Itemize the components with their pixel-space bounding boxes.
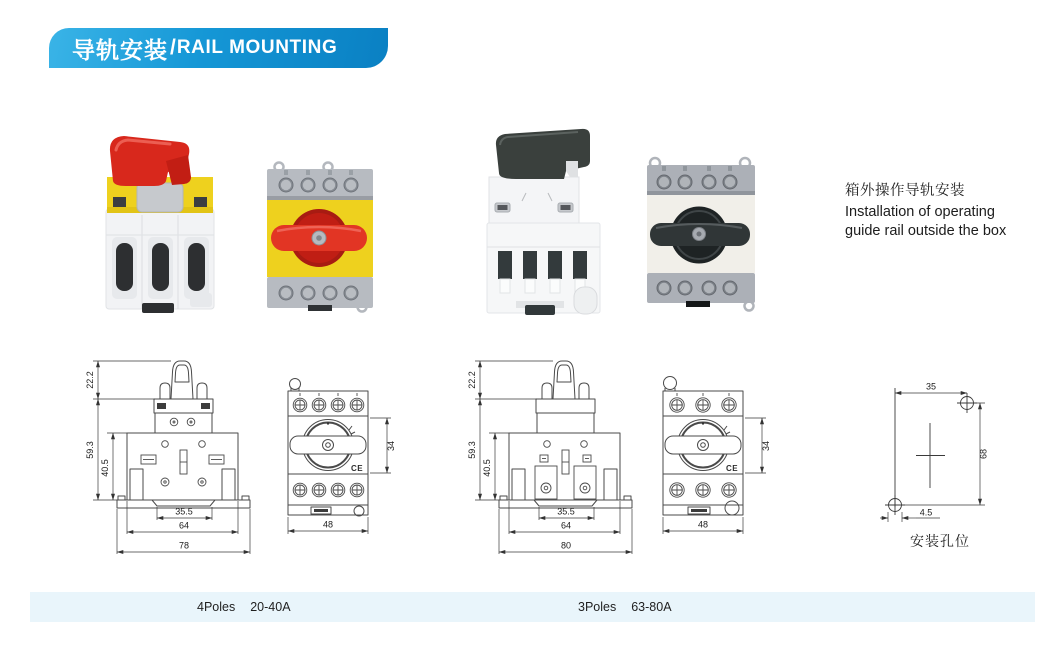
- top-terminal-block: [267, 169, 373, 200]
- ce-mark: CE: [351, 464, 364, 473]
- top-terminal-block: [647, 165, 755, 195]
- section-banner: [49, 28, 388, 68]
- switch-body: [106, 209, 214, 313]
- footer-band: [30, 592, 1035, 622]
- yellow-face: [267, 200, 373, 277]
- bottom-terminal-block: [267, 277, 373, 311]
- dim-64: 64: [560, 520, 572, 531]
- note-line-cn: 箱外操作导轨安装: [845, 183, 965, 199]
- photo-3p-side-black: [486, 121, 602, 319]
- footer-label-4poles: [197, 592, 291, 622]
- banner-title-en: RAIL MOUNTING: [176, 37, 338, 58]
- din-clip: [142, 303, 174, 313]
- dim-64: 64: [178, 520, 190, 531]
- poles-count: 4Poles: [197, 600, 236, 614]
- note-line-en1: Installation of operating: [845, 203, 995, 220]
- installation-note: [845, 182, 1057, 242]
- note-line-en2: guide rail outside the box: [845, 223, 1007, 239]
- banner-title-cn: 导轨安装: [72, 36, 168, 63]
- drawing-mounting-holes: [872, 380, 1012, 530]
- drawing-rear-4p: [85, 352, 275, 567]
- dim-48: 48: [322, 519, 334, 530]
- dim-80: 80: [560, 540, 572, 551]
- photo-4p-side-red: [104, 123, 216, 315]
- ce-mark: CE: [726, 464, 739, 473]
- dim-35-5: 35.5: [557, 506, 575, 517]
- dim-4-5: 4.5: [919, 507, 933, 518]
- dim-78: 78: [178, 540, 190, 551]
- mounting-holes-caption: 安装孔位: [910, 533, 970, 549]
- banner-slash: /: [170, 36, 176, 59]
- dim-59-3: 59.3: [467, 441, 477, 459]
- dim-22-2: 22.2: [85, 371, 95, 389]
- dim-22-2: 22.2: [467, 371, 477, 389]
- dim-34: 34: [761, 440, 771, 452]
- dim-48: 48: [697, 519, 709, 530]
- rear-outline: [499, 361, 632, 508]
- red-handle: [110, 136, 191, 186]
- photo-4p-front-red: [265, 161, 375, 313]
- drawing-front-4p: [283, 374, 403, 546]
- bottom-terminal-block: [647, 273, 755, 307]
- amp-range: 20-40A: [250, 600, 291, 614]
- rear-outline: [117, 361, 250, 508]
- cream-face: [647, 195, 755, 273]
- footer-label-3poles: [578, 592, 672, 622]
- dim-34: 34: [386, 440, 396, 452]
- drawing-front-3p: [658, 374, 778, 546]
- dim-40-5: 40.5: [100, 459, 110, 477]
- drawing-rear-3p: [467, 352, 657, 567]
- dim-35-5: 35.5: [175, 506, 193, 517]
- amp-range: 63-80A: [631, 600, 672, 614]
- poles-count: 3Poles: [578, 600, 617, 614]
- dim-35: 35: [925, 381, 937, 392]
- dim-40-5: 40.5: [482, 459, 492, 477]
- photo-3p-front-black: [645, 157, 755, 309]
- switch-body: [487, 177, 600, 315]
- din-clip: [525, 305, 555, 315]
- dim-59-3: 59.3: [85, 441, 95, 459]
- holes-dimension-lines: [880, 393, 985, 522]
- dim-68: 68: [978, 448, 989, 460]
- black-handle: [496, 129, 590, 179]
- holes-outline: [885, 388, 977, 515]
